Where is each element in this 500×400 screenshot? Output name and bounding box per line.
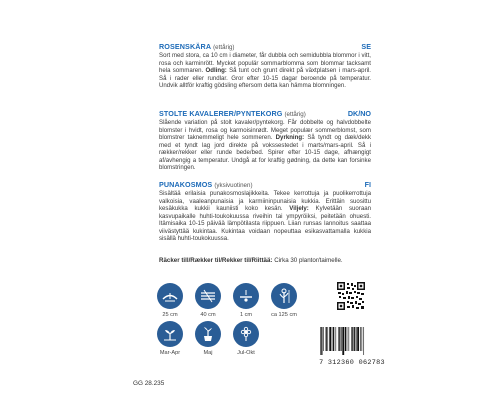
- section-title: PUNAKOSMOS: [159, 180, 213, 189]
- sowing-depth-icon: [233, 283, 259, 309]
- barcode-bars: [318, 327, 386, 355]
- section-dk-no: [159, 110, 371, 172]
- body-text: Så tunt och grunt direkt på växtplatsen i mars-april. Så i rader eller rundlar. Gror efter 10-15 dagar beroende på temperatur. Undvik alltför kraftig gödsling eftersom detta kan hämma blomningen.: [159, 67, 371, 89]
- body-text: Slående variation på stolt kavaler/pyntekorg. Får dobbelte og halvdobbelte blomster i hvidt, rosa og karmoisinrødt. Meget populær sommerblomst, som blomstrer taknemmeligt hele sommeren.: [159, 119, 371, 141]
- article-number: GG 28.235: [133, 380, 165, 387]
- section-body: [159, 52, 371, 90]
- seed-depth-icon: [157, 283, 183, 309]
- icon-label: 40 cm: [200, 312, 216, 318]
- body-heading: Dyrkning:: [275, 134, 305, 141]
- plant-height-icon: [271, 283, 297, 309]
- barcode: [318, 327, 386, 367]
- section-fi: [159, 181, 371, 243]
- seed-amount: [159, 257, 343, 264]
- section-se: [159, 43, 371, 90]
- icon-cell: [233, 321, 259, 356]
- body-text: Sort med stora, ca 10 cm i diameter, får dubbla och semidubbla blommor i vitt, rosa och karminrött. Mycket populär sommarblomma som blommar tacksamt hela sommaren.: [159, 52, 371, 74]
- section-body: [159, 119, 371, 172]
- icon-cell: [271, 283, 297, 318]
- body-text: Sisältää erilaisia punakosmoslajikkeita. Tekee kerrottuja ja puolikerrottuja valkoisia, vaaleanpunaisia ja karmiininpunaisia kukkia. Erittäin suosittu kesäkukka kukkii kauniisti koko kesän.: [159, 190, 371, 212]
- icon-label: ca 125 cm: [271, 312, 297, 318]
- icon-label: 1 cm: [239, 312, 253, 318]
- icon-cell: [233, 283, 259, 318]
- section-subtitle: (ettårig): [213, 44, 235, 51]
- seed-amount-label: Räcker till/Rækker til/Rekker til/Riittää:: [159, 257, 273, 264]
- language-code: SE: [361, 42, 371, 51]
- section-header: [159, 110, 371, 119]
- section-subtitle: (yksivuotinen): [214, 182, 253, 189]
- section-title: STOLTE KAVALERER/PYNTEKORG: [159, 109, 283, 118]
- icon-cell: [195, 321, 221, 356]
- section-subtitle: (ettårig): [284, 111, 306, 118]
- icon-cell: [195, 283, 221, 318]
- body-heading: Odling:: [205, 67, 227, 74]
- icon-cell: [157, 321, 183, 356]
- section-header: [159, 43, 371, 52]
- planting-time-icon: [195, 321, 221, 347]
- sowing-time-icon: [157, 321, 183, 347]
- body-text: Kylvetään suoraan kasvupaikalle huhti-toukokuussa riveihin tai ympyröiksi, peitetään ohuesti. Itämisaika 10-15 päivää lämpötilasta riippuen. Liian runsas lannoitus saattaa viivästyttää kukintaa. Kukintaa voidaan nopeuttaa esikasvattamalla kukkia sisällä huhti-toukokuussa.: [159, 205, 371, 242]
- language-code: FI: [364, 180, 371, 189]
- section-title: ROSENSKÄRA: [159, 42, 212, 51]
- seed-amount-value: Cirka 30 plantor/taimelle.: [272, 257, 343, 264]
- icon-label: Jul-Okt: [237, 350, 255, 356]
- icons-row-timing: [157, 321, 259, 356]
- language-code: DK/NO: [347, 109, 371, 118]
- icon-label: Maj: [203, 350, 213, 356]
- icon-label: 25 cm: [162, 312, 178, 318]
- flowering-time-icon: [233, 321, 259, 347]
- body-heading: Viljely:: [289, 205, 309, 212]
- barcode-number: 7 312360 062783: [319, 359, 385, 367]
- body-text: Så tyndt og dæk/dekk med et tyndt lag jord direkte på vokssestedet i marts/mars-april. Så i rækker/rekker eller runde bede/bed. Spirer efter 10-15 dage, afhængigt af/avhengig a temperatur. Undgå at for kraftig gødning, da dette kan forsinke blomstringen.: [159, 134, 371, 171]
- icon-label: Mar-Apr: [159, 350, 181, 356]
- icon-cell: [157, 283, 183, 318]
- icons-row-spacing: [157, 283, 297, 318]
- section-body: [159, 190, 371, 243]
- section-header: [159, 181, 371, 190]
- qr-code: [337, 282, 365, 310]
- row-spacing-icon: [195, 283, 221, 309]
